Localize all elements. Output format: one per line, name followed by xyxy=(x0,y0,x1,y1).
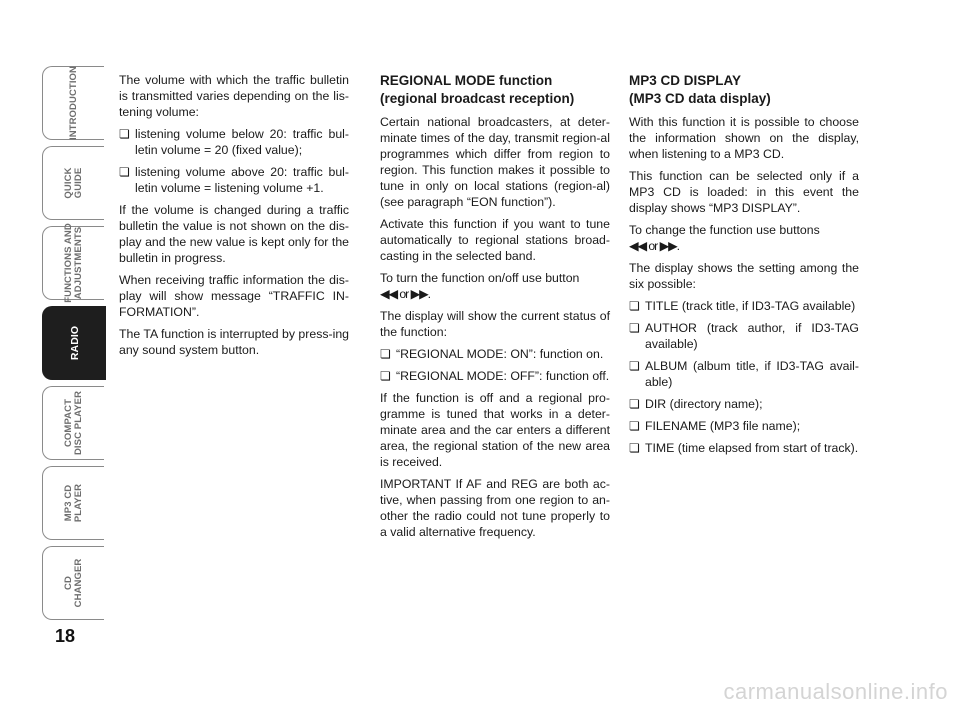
tab-label-radio: RADIO xyxy=(68,325,81,361)
paragraph: The display will show the current status of the function: xyxy=(380,309,610,339)
heading-line-2: (regional broadcast reception) xyxy=(380,91,575,106)
paragraph: If the volume is changed during a traffic bulletin the value is not shown on the dis-play and the new value is kept only for the bulletin in progress. xyxy=(119,203,349,265)
paragraph xyxy=(629,222,859,254)
list-item: ❏ ALBUM (album title, if ID3-TAG avail-able) xyxy=(629,358,859,390)
instruction-text: To change the function use buttons xyxy=(629,223,820,237)
tab-label-mp3-cd-player: MP3 CD PLAYER xyxy=(62,483,84,523)
list-item: ❏ listening volume above 20: traffic bul-letin volume = listening volume +1. xyxy=(119,164,349,196)
page-number: 18 xyxy=(55,626,76,646)
tab-quick-guide[interactable] xyxy=(42,146,104,220)
heading-line-1: MP3 CD DISPLAY xyxy=(629,73,742,88)
paragraph: With this function it is possible to choose the information shown on the display, when listening to a MP3 CD. xyxy=(629,115,859,161)
tab-introduction[interactable] xyxy=(42,66,104,140)
list-item: ❏ DIR (directory name); xyxy=(629,396,859,412)
paragraph: The volume with which the traffic bulletin is transmitted varies depending on the lis-tening volume: xyxy=(119,73,349,119)
paragraph xyxy=(380,270,610,302)
list-item: ❏ “REGIONAL MODE: ON”: function on. xyxy=(380,346,610,362)
list-item: ❏ FILENAME (MP3 file name); xyxy=(629,418,859,434)
paragraph: The display shows the setting among the six possible: xyxy=(629,261,859,291)
bullet-list xyxy=(380,346,610,384)
column-traffic-bulletin xyxy=(119,72,349,364)
list-item: ❏ AUTHOR (track author, if ID3-TAG available) xyxy=(629,320,859,352)
column-mp3-cd-display xyxy=(629,72,859,462)
tab-label-quick-guide: QUICK GUIDE xyxy=(62,167,84,199)
list-item: ❏ TIME (time elapsed from start of track). xyxy=(629,440,859,456)
paragraph: When receiving traffic information the dis-play will show message “TRAFFIC IN-FORMATION”. xyxy=(119,273,349,319)
heading-line-2: (MP3 CD data display) xyxy=(629,91,771,106)
watermark: carmanualsonline.info xyxy=(723,679,948,704)
tab-label-compact-disc-player: COMPACT DISC PLAYER xyxy=(62,390,84,456)
tab-mp3-cd-player[interactable] xyxy=(42,466,104,540)
seek-buttons-icon: ◀◀ or ▶▶. xyxy=(380,287,431,301)
paragraph: Certain national broadcasters, at deter-minate times of the day, transmit region-al programmes which differ from region to region. This function makes it possible to tune in only on local stations (region-al) (see paragraph “EON function”). xyxy=(380,115,610,209)
list-item: ❏ listening volume below 20: traffic bul-letin volume = 20 (fixed value); xyxy=(119,126,349,158)
tab-functions-and-adjustments[interactable] xyxy=(42,223,104,303)
bullet-list xyxy=(629,298,859,456)
section-heading xyxy=(629,72,859,108)
tab-label-functions-and-adjustments: FUNCTIONS AND ADJUSTMENTS xyxy=(62,223,84,303)
bullet-list xyxy=(119,126,349,196)
seek-buttons-icon: ◀◀ or ▶▶. xyxy=(629,239,680,253)
instruction-text: To turn the function on/off use button xyxy=(380,271,580,285)
tab-cd-changer[interactable] xyxy=(42,546,104,620)
list-item: ❏ “REGIONAL MODE: OFF”: function off. xyxy=(380,368,610,384)
paragraph: IMPORTANT If AF and REG are both ac-tive, when passing from one region to an-other the radio could not tune properly to a valid alternative frequency. xyxy=(380,477,610,539)
tab-label-introduction: INTRODUCTION xyxy=(67,65,79,141)
tab-compact-disc-player[interactable] xyxy=(42,386,104,460)
section-heading xyxy=(380,72,610,108)
tab-radio[interactable] xyxy=(42,306,106,380)
tab-label-cd-changer: CD CHANGER xyxy=(62,558,84,608)
heading-line-1: REGIONAL MODE function xyxy=(380,73,553,88)
column-regional-mode xyxy=(380,72,610,546)
list-item: ❏ TITLE (track title, if ID3-TAG available) xyxy=(629,298,859,314)
paragraph: This function can be selected only if a MP3 CD is loaded: in this event the display shows “MP3 DISPLAY”. xyxy=(629,169,859,215)
paragraph: The TA function is interrupted by press-ing any sound system button. xyxy=(119,327,349,357)
paragraph: If the function is off and a regional pro-gramme is tuned that works in a deter-minate area and the car enters a different area, the regional station of the new area is received. xyxy=(380,391,610,469)
paragraph: Activate this function if you want to tune automatically to regional stations broad-casting in the selected band. xyxy=(380,217,610,263)
